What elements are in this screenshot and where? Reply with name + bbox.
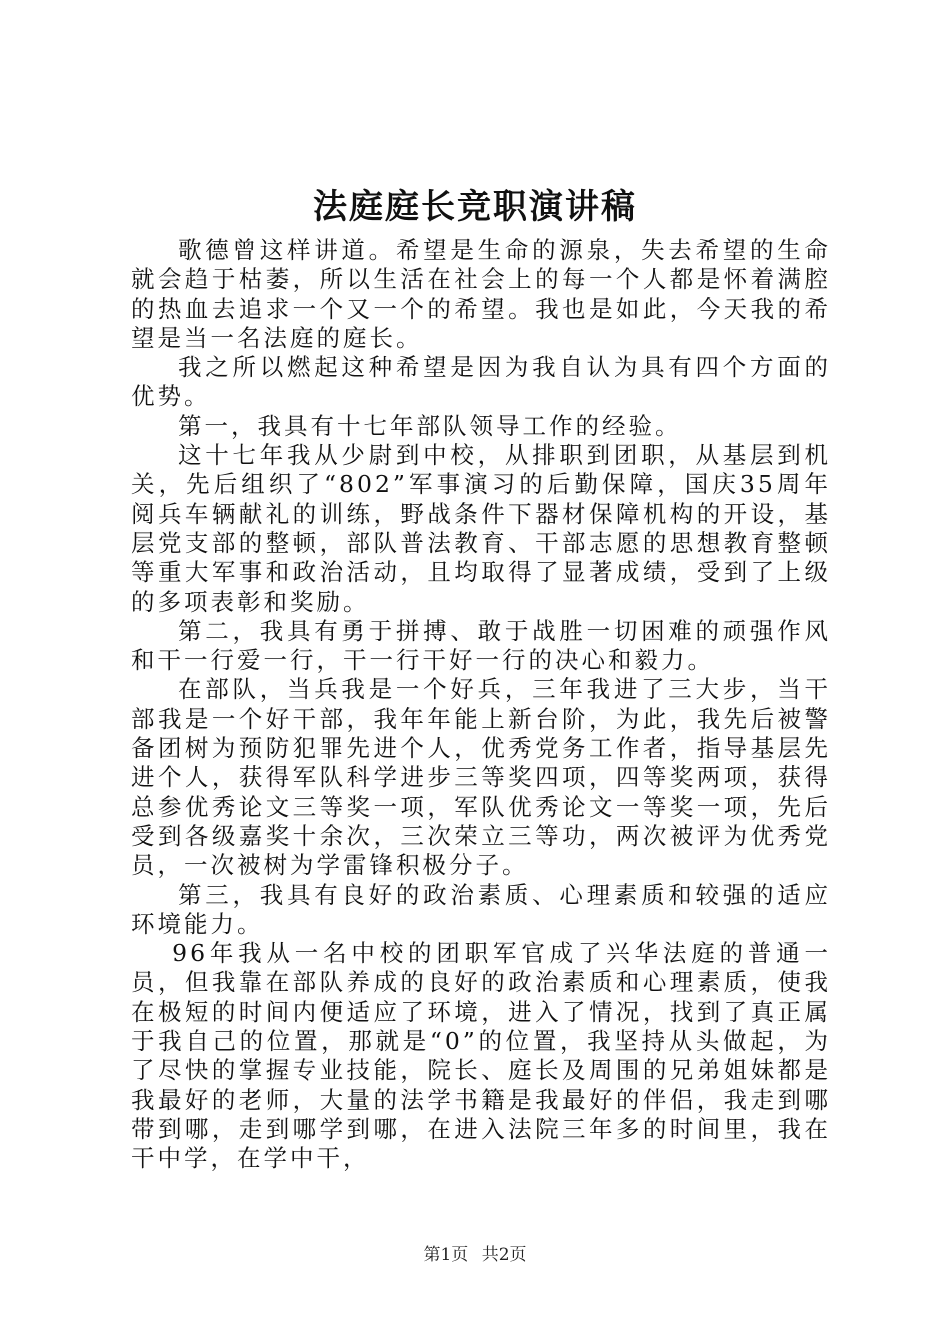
page-number-total: 共2页 <box>481 1245 527 1265</box>
paragraph-4: 这十七年我从少尉到中校，从排职到团职，从基层到机关，先后组织了“802”军事演习的后勤保障，国庆35周年阅兵车辆献礼的训练，野战条件下器材保障机构的开设，基层党支部的整顿，部队普法教育、干部志愿的思想教育整顿等重大军事和政治活动，且均取得了显著成绩，受到了上级的多项表彰和奖励。 <box>131 441 831 616</box>
document-title: 法庭庭长竞职演讲稿 <box>313 187 637 227</box>
paragraph-2: 我之所以燃起这种希望是因为我自认为具有四个方面的优势。 <box>131 353 831 411</box>
page-footer <box>0 1243 950 1267</box>
paragraph-1: 歌德曾这样讲道。希望是生命的源泉，失去希望的生命就会趋于枯萎，所以生活在社会上的每一个人都是怀着满腔的热血去追求一个又一个的希望。我也是如此，今天我的希望是当一名法庭的庭长。 <box>131 236 831 352</box>
paragraph-6: 在部队，当兵我是一个好兵，三年我进了三大步，当干部我是一个好干部，我年年能上新台阶，为此，我先后被警备团树为预防犯罪先进个人，优秀党务工作者，指导基层先进个人，获得军队科学进步三等奖四项，四等奖两项，获得总参优秀论文三等奖一项，军队优秀论文一等奖一项，先后受到各级嘉奖十余次，三次荣立三等功，两次被评为优秀党员，一次被树为学雷锋积极分子。 <box>131 675 831 880</box>
page-number-current: 第1页 <box>423 1245 469 1265</box>
paragraph-5: 第二，我具有勇于拼搏、敢于战胜一切困难的顽强作风和干一行爱一行，干一行干好一行的决心和毅力。 <box>131 616 831 675</box>
paragraph-8: 96年我从一名中校的团职军官成了兴华法庭的普通一员，但我靠在部队养成的良好的政治素质和心理素质，使我在极短的时间内便适应了环境，进入了情况，找到了真正属于我自己的位置，那就是“0”的位置，我坚持从头做起，为了尽快的掌握专业技能，院长、庭长及周围的兄弟姐妹都是我最好的老师，大量的法学书籍是我最好的伴侣，我走到哪带到哪，走到哪学到哪，在进入法院三年多的时间里，我在干中学，在学中干， <box>131 939 831 1173</box>
paragraph-7: 第三，我具有良好的政治素质、心理素质和较强的适应环境能力。 <box>131 880 831 938</box>
document-body <box>131 236 831 1174</box>
paragraph-3: 第一，我具有十七年部队领导工作的经验。 <box>178 411 682 440</box>
